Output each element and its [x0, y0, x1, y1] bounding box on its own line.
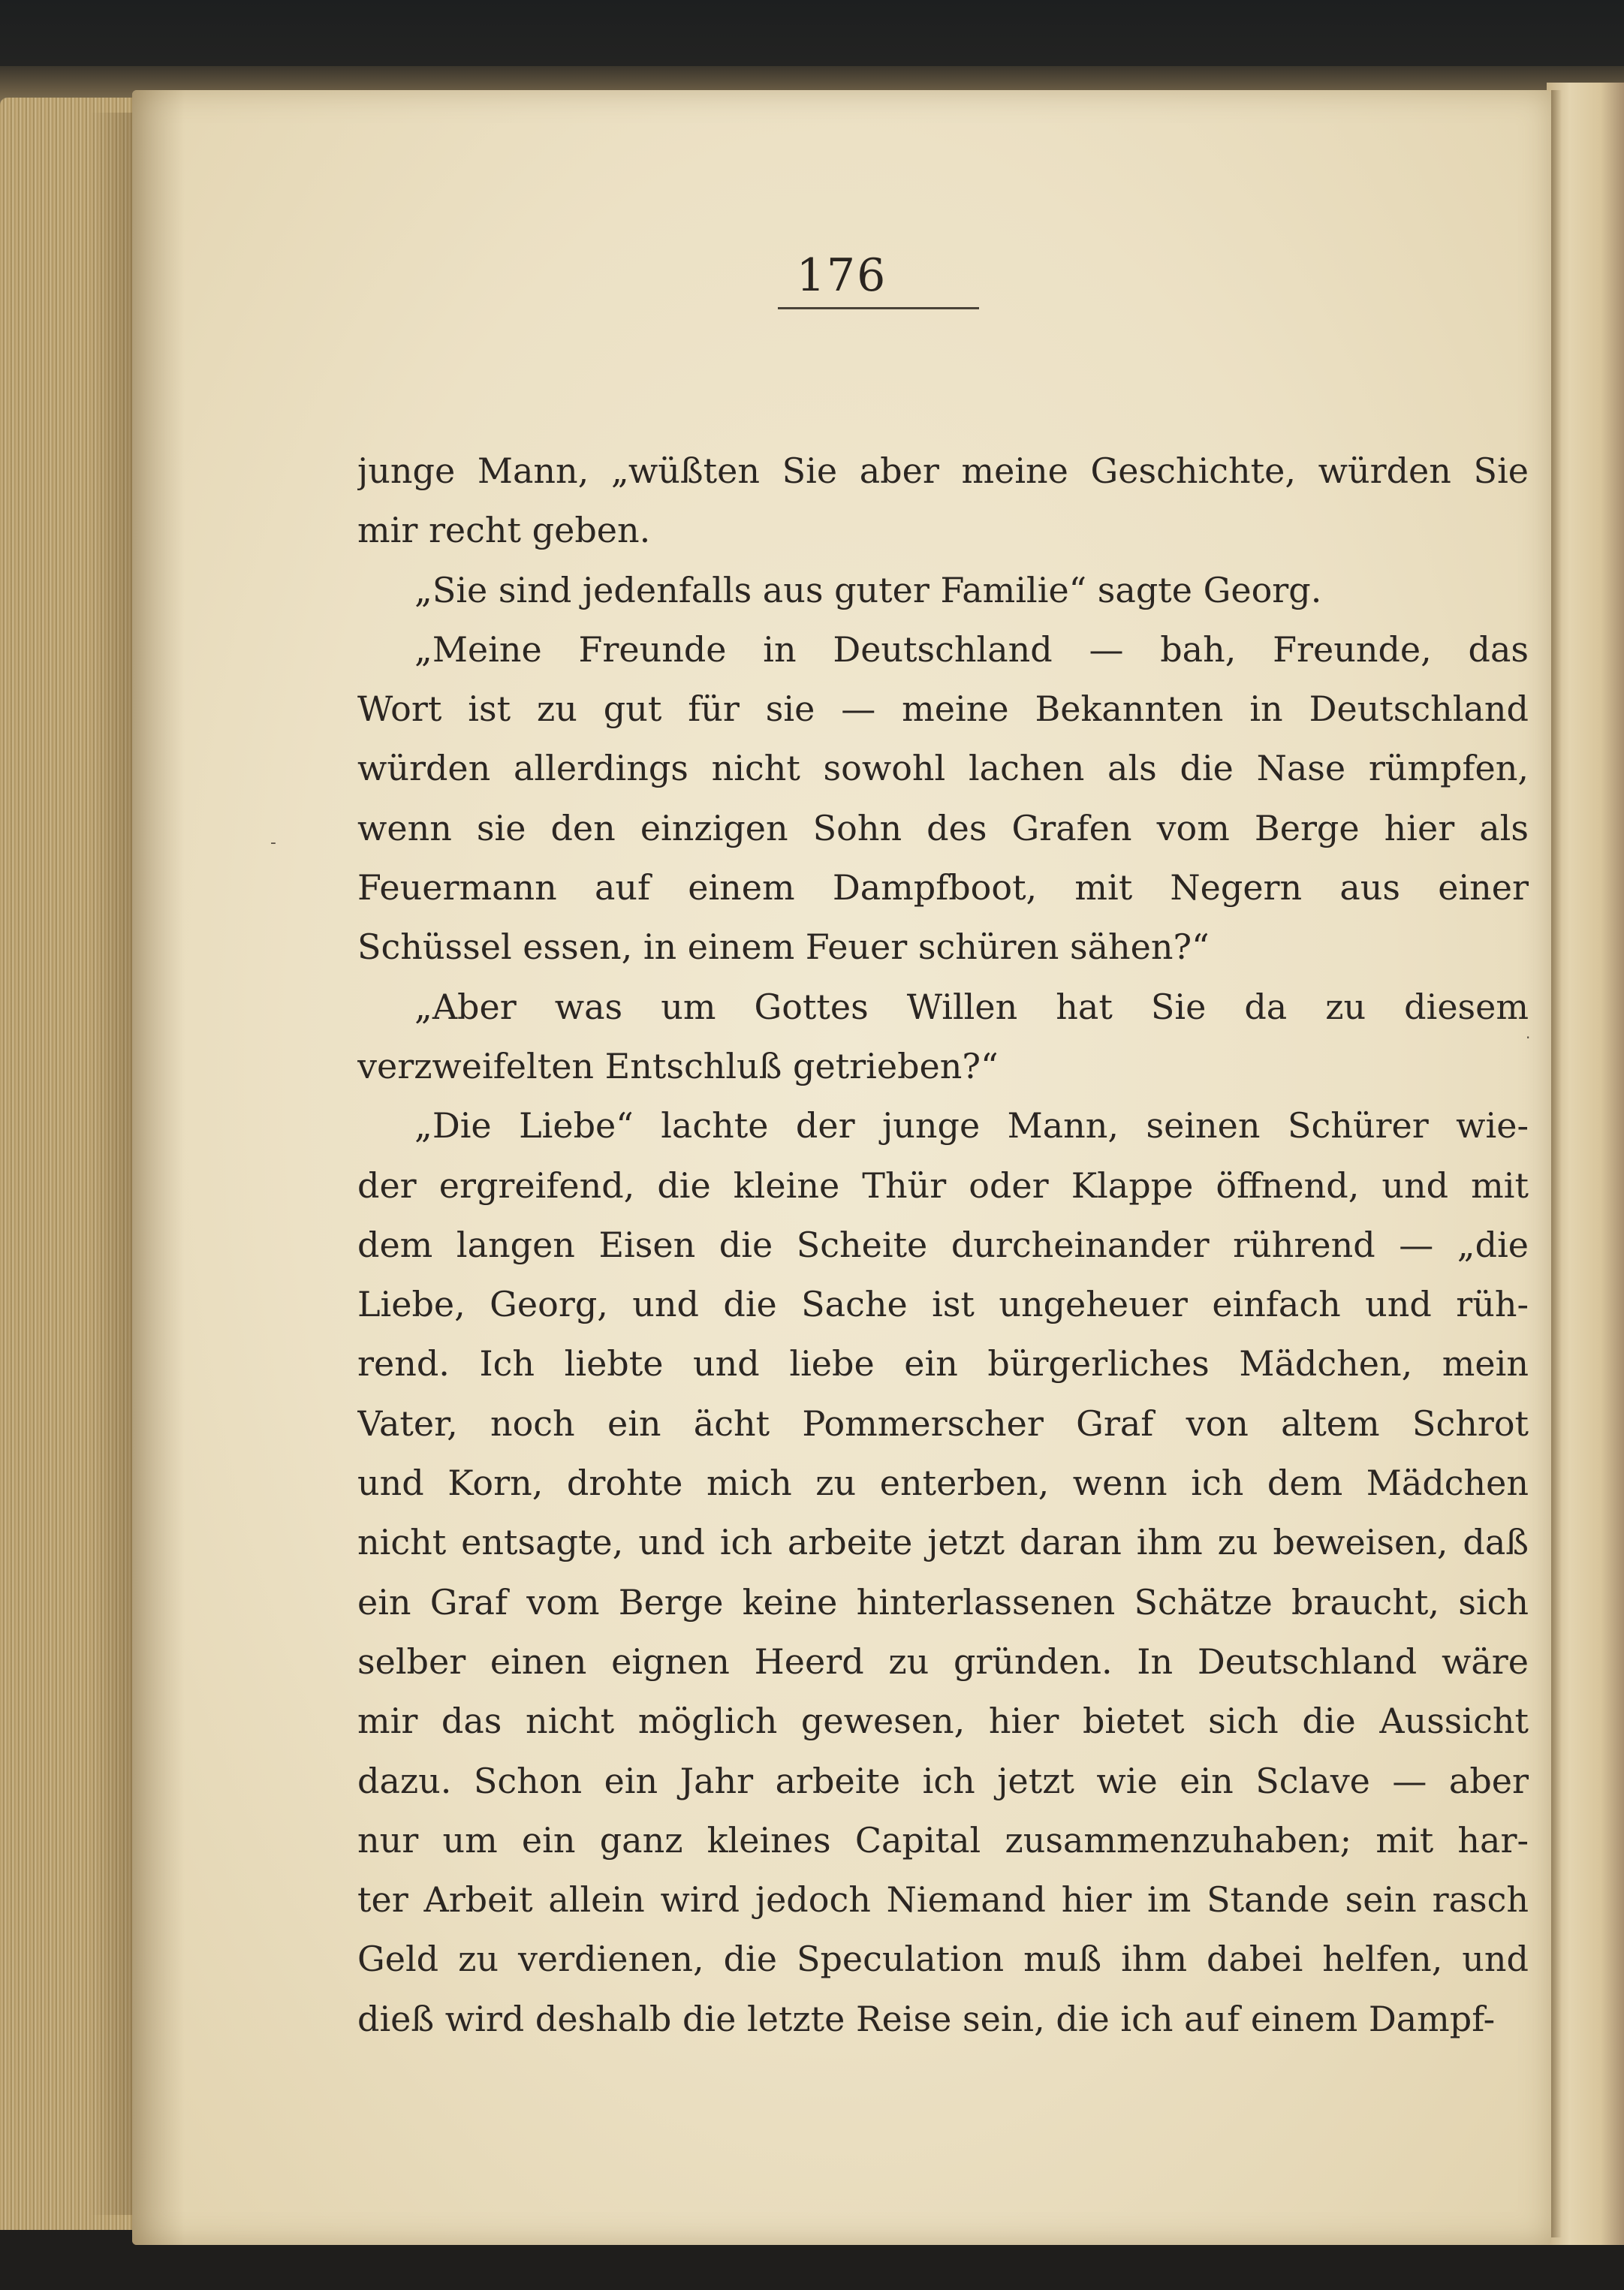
page-gutter-shadow [132, 90, 185, 2245]
text-line: selber einen eignen Heerd zu gründen. In Deutschland wäre [357, 1641, 1529, 1682]
text-line: „Sie sind jedenfalls aus guter Familie“ sagte Georg. [414, 569, 1322, 610]
text-line: Vater, noch ein ächt Pommerscher Graf von altem Schrot [357, 1403, 1529, 1444]
text-line: verzweifelten Entschluß getrieben?“ [357, 1045, 999, 1086]
text-line: rend. Ich liebte und liebe ein bürgerliches Mädchen, mein [357, 1343, 1529, 1385]
text-line: und Korn, drohte mich zu enterben, wenn ich dem Mädchen [357, 1463, 1529, 1504]
text-line: nicht entsagte, und ich arbeite jetzt daran ihm zu beweisen, daß [357, 1522, 1529, 1563]
text-line: dem langen Eisen die Scheite durcheinander rührend — „die [357, 1224, 1529, 1265]
text-line: der ergreifend, die kleine Thür oder Klappe öffnend, und mit [357, 1165, 1529, 1206]
text-line: mir recht geben. [357, 510, 651, 551]
text-line: würden allerdings nicht sowohl lachen als die Nase rümpfen, [357, 748, 1529, 789]
text-line: Geld zu verdienen, die Speculation muß ihm dabei helfen, und [357, 1939, 1529, 1980]
page-number-rule [778, 307, 979, 309]
text-line: „Die Liebe“ lachte der junge Mann, seinen Schürer wie- [414, 1105, 1529, 1147]
text-line: junge Mann, „wüßten Sie aber meine Geschichte, würden Sie [357, 450, 1529, 491]
page-number: 176 [796, 249, 887, 302]
text-line: ein Graf vom Berge keine hinterlassenen Schätze braucht, sich [357, 1581, 1529, 1623]
text-line: Liebe, Georg, und die Sache ist ungeheuer einfach und rüh- [357, 1284, 1529, 1325]
text-line: dazu. Schon ein Jahr arbeite ich jetzt wie ein Sclave — aber [357, 1760, 1529, 1801]
text-line: Wort ist zu gut für sie — meine Bekannten in Deutschland [357, 689, 1529, 730]
text-line: nur um ein ganz kleines Capital zusammenzuhaben; mit har- [357, 1819, 1529, 1861]
text-line: mir das nicht möglich gewesen, hier bietet sich die Aussicht [357, 1701, 1529, 1742]
stray-mark: - [270, 833, 276, 852]
body-text [357, 441, 1529, 2049]
text-line: „Meine Freunde in Deutschland — bah, Freunde, das [414, 628, 1529, 670]
text-line: wenn sie den einzigen Sohn des Grafen vom Berge hier als [357, 807, 1529, 848]
text-line: „Aber was um Gottes Willen hat Sie da zu diesem [414, 986, 1529, 1027]
text-line: ter Arbeit allein wird jedoch Niemand hier im Stande sein rasch [357, 1879, 1529, 1921]
stray-mark: · [1526, 1029, 1531, 1047]
text-line: dieß wird deshalb die letzte Reise sein, die ich auf einem Dampf- [357, 1998, 1496, 2039]
text-line: Feuermann auf einem Dampfboot, mit Negern aus einer [357, 867, 1529, 908]
text-line: Schüssel essen, in einem Feuer schüren sähen?“ [357, 927, 1210, 968]
book-page [132, 90, 1551, 2245]
binding-fold-shadow [1551, 90, 1562, 2237]
